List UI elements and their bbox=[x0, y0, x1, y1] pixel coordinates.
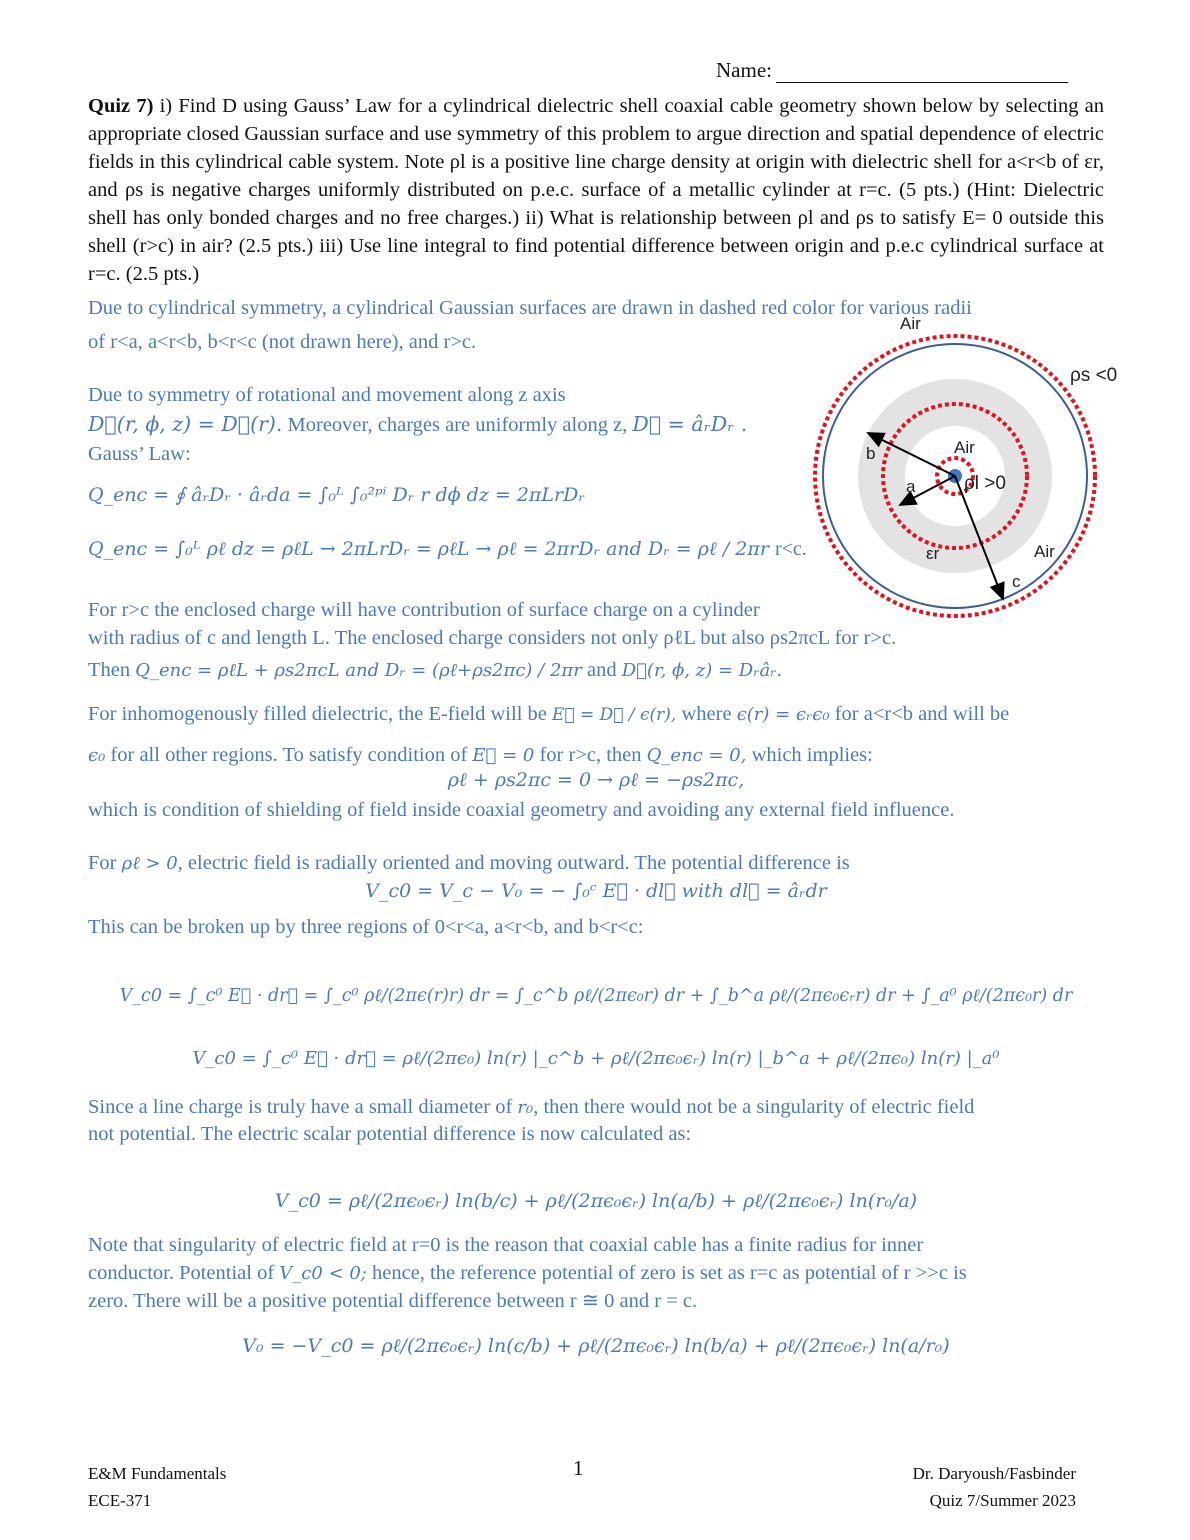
label-c: c bbox=[1012, 572, 1021, 591]
footer-course-name: E&M Fundamentals bbox=[88, 1464, 227, 1483]
solution-p4-line1 bbox=[88, 700, 1009, 730]
label-rho-l: ρl >0 bbox=[964, 473, 1006, 494]
label-a: a bbox=[906, 477, 916, 496]
solution-p6-text1: Since a line charge is truly have a small diameter of bbox=[88, 1096, 513, 1118]
equation-permittivity: ϵ(r) = ϵᵣϵ₀ bbox=[736, 704, 830, 725]
question-title: Quiz 7) bbox=[88, 95, 154, 117]
solution-p7-line1: Note that singularity of electric field at r=0 is the reason that coaxial cable has a finite radius for inner bbox=[88, 1234, 924, 1256]
label-air-right: Air bbox=[1034, 542, 1055, 561]
equation-e-zero: E⃗ = 0 bbox=[472, 745, 535, 766]
label-air-top: Air bbox=[900, 315, 921, 333]
solution-p1-line1: Due to cylindrical symmetry, a cylindrical Gaussian surfaces are drawn in dashed red color for various radii bbox=[88, 297, 972, 319]
solution-p2-line1: Due to symmetry of rotational and movement along z axis bbox=[88, 384, 566, 406]
solution-p4-text3: for all other regions. To satisfy condition of bbox=[110, 744, 468, 766]
equation-r0: r₀ bbox=[517, 1097, 534, 1118]
solution-p7-line3: zero. There will be a positive potential difference between r ≅ 0 and r = c. bbox=[88, 1290, 698, 1312]
label-b: b bbox=[866, 444, 876, 463]
footer-course-code: ECE-371 bbox=[88, 1491, 152, 1510]
equation-shielding: ρℓ + ρs2πc = 0 → ρℓ = −ρs2πc, bbox=[447, 769, 745, 791]
solution-p3-line1: For r>c the enclosed charge will have contribution of surface charge on a cylinder bbox=[88, 599, 760, 621]
solution-p4-text1: For inhomogenously filled dielectric, the E-field will be bbox=[88, 703, 547, 725]
footer-right bbox=[776, 1460, 1076, 1514]
solution-p2-text: Moreover, charges are uniformly along z, bbox=[287, 414, 628, 436]
equation-e-field: E⃗ = D⃗ / ϵ(r), bbox=[551, 705, 677, 725]
equation-gauss-charge bbox=[88, 538, 807, 561]
equation-gauss-integral: Q_enc = ∮ âᵣDᵣ · âᵣda = ∫₀ᴸ ∫₀²ᵖⁱ Dᵣ r dϕ dz = 2πLrDᵣ bbox=[88, 484, 585, 506]
equation-d-radial: D⃗ = âᵣDᵣ . bbox=[632, 412, 748, 436]
solution-p4-where: where bbox=[681, 703, 732, 725]
equation-vc0-negative: V_c0 < 0; bbox=[279, 1263, 367, 1284]
footer-authors: Dr. Daryoush/Fasbinder bbox=[912, 1464, 1076, 1483]
solution-p5-for: For bbox=[88, 852, 117, 874]
equation-gauss-charge-text: Q_enc = ∫₀ᴸ ρℓ dz = ρℓL → 2πLrDᵣ = ρℓL → ρℓ = 2πrDᵣ and Dᵣ = ρℓ / 2πr bbox=[88, 538, 769, 560]
equation-rho-positive: ρℓ > 0 bbox=[121, 853, 178, 874]
solution-p7-line2 bbox=[88, 1259, 967, 1289]
equation-vc0-result: V_c0 = ρℓ/(2πϵ₀ϵᵣ) ln(b/c) + ρℓ/(2πϵ₀ϵᵣ) ln(a/b) + ρℓ/(2πϵ₀ϵᵣ) ln(r₀/a) bbox=[274, 1190, 918, 1212]
equation-eps0: ϵ₀ bbox=[88, 745, 106, 766]
solution-p4-line2 bbox=[88, 741, 873, 771]
solution-p2-line2 bbox=[88, 410, 747, 440]
label-rho-s: ρs <0 bbox=[1070, 365, 1118, 386]
solution-p2-line3: Gauss’ Law: bbox=[88, 443, 191, 465]
name-blank-line bbox=[776, 64, 1068, 83]
solution-p1-line2: of r<a, a<r<b, b<r<c (not drawn here), and r>c. bbox=[88, 331, 477, 353]
name-field bbox=[716, 58, 1068, 83]
solution-p3-then: Then bbox=[88, 659, 131, 681]
solution-p5-text1: , electric field is radially oriented and moving outward. The potential difference is bbox=[177, 852, 850, 874]
solution-p3-line2: with radius of c and length L. The enclosed charge considers not only ρℓL but also ρs2πcL for r>c. bbox=[88, 627, 897, 649]
question-body: i) Find D using Gauss’ Law for a cylindrical dielectric shell coaxial cable geometry shown below by selecting an appropriate closed Gaussian surface and use symmetry of this problem to argue direction and spatial dependence of electric fields in this cylindrical cable system. Note ρl is a positive line charge density at origin with dielectric shell for a<r<b of εr, and ρs is negative charges uniformly distributed on p.e.c. surface of a metallic cylinder at r=c. (5 pts.) (Hint: Dielectric shell has only bonded charges and no free charges.) ii) What is relationship between ρl and ρs to satisfy E= 0 outside this shell (r>c) in air? (2.5 pts.) iii) Use line integral to find potential difference between origin and p.e.c cylindrical surface at r=c. (2.5 pts.) bbox=[88, 95, 1105, 285]
solution-p3-line3 bbox=[88, 656, 782, 686]
solution-p7-text2: hence, the reference potential of zero is set as r=c as potential of r >>c is bbox=[372, 1262, 967, 1284]
footer-quiz-term: Quiz 7/Summer 2023 bbox=[929, 1491, 1076, 1510]
solution-p7-text1: conductor. Potential of bbox=[88, 1262, 275, 1284]
page-number: 1 bbox=[573, 1456, 584, 1480]
equation-log-terms: V_c0 = ∫_c⁰ E⃗ · dr⃗ = ρℓ/(2πϵ₀) ln(r) |_c^b + ρℓ/(2πϵ₀ϵᵣ) ln(r) |_b^a + ρℓ/(2πϵ₀) ln(r) |_a⁰ bbox=[192, 1048, 1000, 1069]
solution-p6-line1 bbox=[88, 1093, 974, 1123]
question-text bbox=[88, 92, 1104, 288]
solution-p4-text4: for r>c, then bbox=[539, 744, 642, 766]
solution-p4-text5: which implies: bbox=[751, 744, 873, 766]
equation-d-field: D⃗(r, ϕ, z) = D⃗(r). bbox=[88, 412, 283, 436]
solution-p5-line1 bbox=[88, 849, 850, 879]
equation-v0-result: V₀ = −V_c0 = ρℓ/(2πϵ₀ϵᵣ) ln(c/b) + ρℓ/(2πϵ₀ϵᵣ) ln(b/a) + ρℓ/(2πϵ₀ϵᵣ) ln(a/r₀) bbox=[242, 1335, 950, 1357]
solution-p6-line2: not potential. The electric scalar potential difference is now calculated as: bbox=[88, 1123, 692, 1145]
solution-p3-and: and bbox=[586, 659, 617, 681]
equation-d-vector: D⃗(r, ϕ, z) = Dᵣâᵣ. bbox=[621, 660, 783, 681]
label-air-inner: Air bbox=[954, 438, 975, 457]
name-label: Name: bbox=[716, 58, 772, 82]
equation-gauss-condition: r<c. bbox=[774, 538, 807, 560]
equation-qenc-zero: Q_enc = 0, bbox=[646, 745, 747, 766]
equation-potential-difference: V_c0 = V_c − V₀ = − ∫₀ᶜ E⃗ · dl⃗ with dl⃗ = âᵣdr bbox=[365, 880, 827, 902]
solution-p4-text2: for a<r<b and will be bbox=[834, 703, 1010, 725]
label-epsilon-r: εr bbox=[926, 544, 940, 563]
coaxial-cable-diagram bbox=[800, 315, 1120, 620]
equation-line-integral: V_c0 = ∫_c⁰ E⃗ · dr⃗ = ∫_c⁰ ρℓ/(2πϵ(r)r) dr = ∫_c^b ρℓ/(2πϵ₀r) dr + ∫_b^a ρℓ/(2πϵ₀ϵᵣr) dr + ∫_a⁰ ρℓ/(2πϵ₀r) dr bbox=[119, 986, 1073, 1006]
solution-p6-text2: , then there would not be a singularity of electric field bbox=[533, 1096, 975, 1118]
solution-p4-line3: which is condition of shielding of field inside coaxial geometry and avoiding any external field influence. bbox=[88, 799, 955, 821]
solution-p5-line2: This can be broken up by three regions of 0<r<a, a<r<b, and b<r<c: bbox=[88, 916, 644, 938]
equation-enclosed-surface: Q_enc = ρℓL + ρs2πcL and Dᵣ = (ρℓ+ρs2πc) / 2πr bbox=[135, 660, 582, 681]
footer-left bbox=[88, 1460, 226, 1514]
